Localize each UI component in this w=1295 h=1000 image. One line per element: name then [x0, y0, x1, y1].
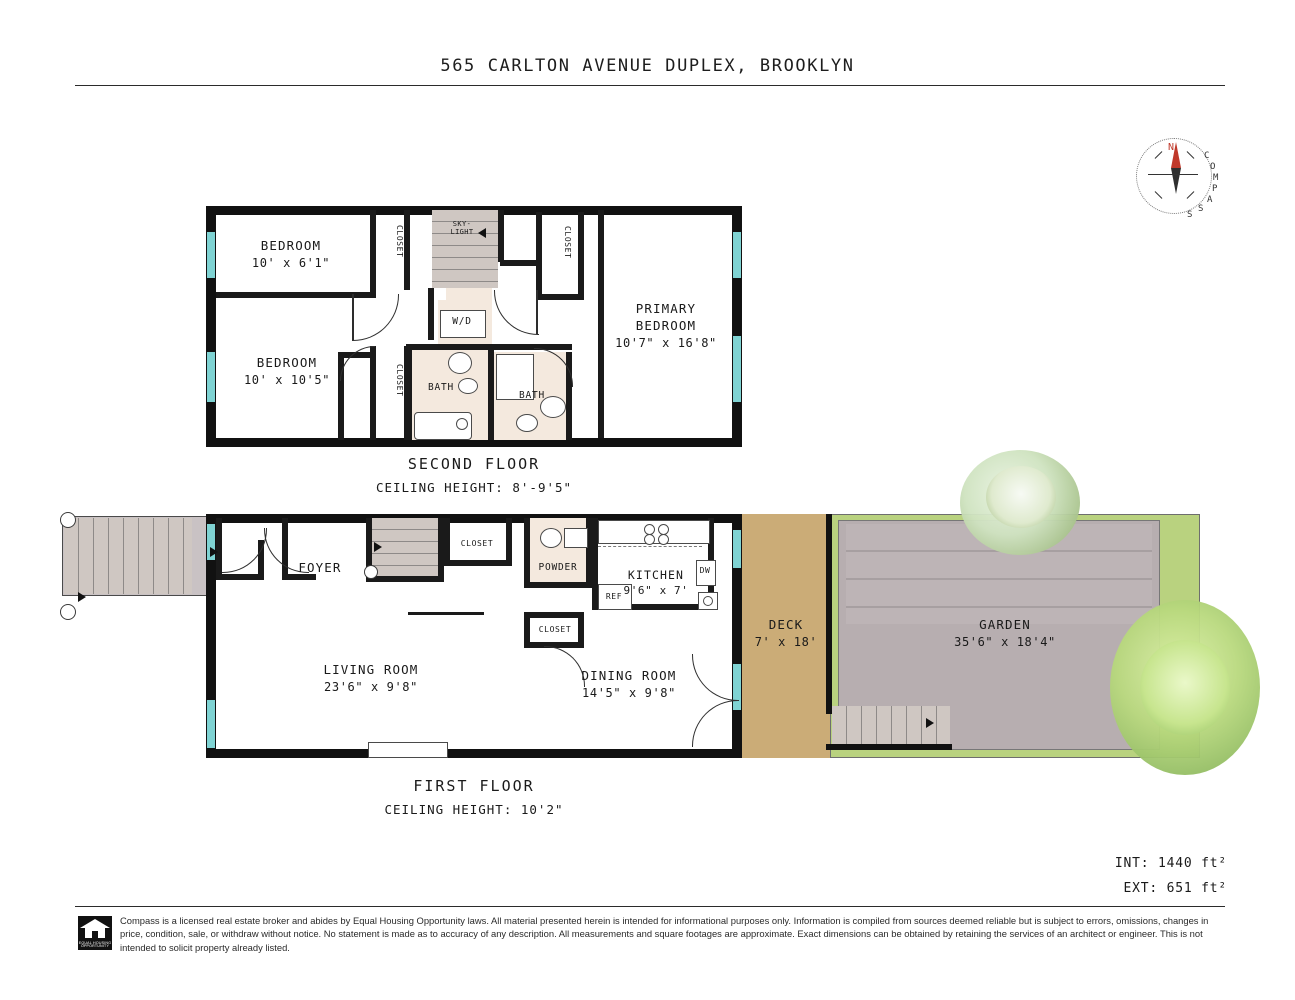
compass-letter-o: O [1210, 162, 1216, 172]
compass-letter-s2: S [1187, 210, 1193, 220]
room-bedroom-1: BEDROOM 10' x 6'1" [251, 238, 331, 270]
burner-3 [644, 534, 655, 545]
burner-4 [658, 534, 669, 545]
compass-north-label: N [1168, 142, 1175, 153]
skylight-label: SKY- LIGHT [450, 220, 474, 237]
sink-powder [564, 528, 588, 548]
footer-divider [75, 906, 1225, 907]
garden-steps-arrow [926, 718, 934, 728]
stoop-rail-post-bottom [60, 604, 76, 620]
window-right-2 [733, 336, 741, 402]
window-left-1 [207, 232, 215, 278]
room-foyer: FOYER [298, 560, 342, 575]
bath-label-1: BATH [427, 382, 455, 393]
compass-letter-c: C [1204, 151, 1210, 161]
window-first-left-2 [207, 700, 215, 748]
room-living: LIVING ROOM 23'6" x 9'8" [323, 662, 419, 694]
powder-wall-bottom [524, 582, 592, 588]
window-left-2 [207, 352, 215, 402]
interior-area: INT: 1440 ft² [1114, 856, 1227, 871]
area-summary [1115, 852, 1227, 901]
sink-bath2 [516, 414, 538, 432]
partition-stair-right [498, 210, 504, 262]
closet-label-e: CLOSET [538, 625, 572, 634]
entry-direction-arrow [210, 547, 218, 557]
stoop-rail-post-top [60, 512, 76, 528]
room-kitchen: KITCHEN 9'6" x 7' [623, 568, 689, 597]
compass-letter-s1: S [1198, 204, 1204, 214]
closet-d-bottom [444, 560, 510, 566]
tree-front-highlight [1140, 640, 1230, 735]
front-steps [64, 518, 192, 594]
living-dining-threshold [408, 612, 484, 615]
room-dining: DINING ROOM 14'5" x 9'8" [581, 668, 677, 700]
room-deck: DECK 7' x 18' [754, 617, 818, 649]
closet-label-a: CLOSET [395, 225, 404, 258]
partition-hall-left [428, 288, 434, 340]
title-divider [75, 85, 1225, 86]
stoop-direction-arrow [78, 592, 86, 602]
garden-step-edge [826, 744, 952, 750]
second-floor-caption: SECOND FLOOR CEILING HEIGHT: 8'-9'5" [375, 455, 573, 495]
dw-label: DW [699, 566, 711, 575]
room-garden: GARDEN 35'6" x 18'4" [954, 617, 1056, 649]
partition-closet-a-left [370, 210, 376, 296]
equal-housing-opportunity-icon [78, 916, 112, 950]
tree-back-highlight [986, 466, 1056, 528]
sink-basin [703, 596, 713, 606]
closet-label-d: CLOSET [460, 539, 494, 548]
stair-up-arrow [374, 542, 382, 552]
partition-stair-bottom [500, 260, 538, 266]
stair-wall-bottom [366, 576, 444, 582]
stair-direction-arrow [478, 228, 486, 238]
closet-label-b: CLOSET [395, 364, 404, 397]
window-first-right-1 [733, 530, 741, 568]
deck-garden-divider [826, 514, 832, 714]
compass-rose [1118, 120, 1228, 230]
window-right-1 [733, 232, 741, 278]
ref-label: REF [605, 592, 623, 601]
compass-letter-m: M [1213, 173, 1219, 183]
wall-bottom-first [206, 749, 742, 758]
toilet-bath1 [448, 352, 472, 374]
toilet-powder [540, 528, 562, 548]
closet-d-right [506, 518, 512, 566]
powder-label: POWDER [538, 562, 578, 573]
partition-bath-between [488, 344, 494, 440]
room-bedroom-2: BEDROOM 10' x 10'5" [243, 355, 331, 387]
tub-drain [456, 418, 468, 430]
fireplace-hearth [368, 742, 448, 758]
room-primary-bedroom: PRIMARY BEDROOM 10'7" x 16'8" [615, 301, 717, 350]
partition-closet-a-right [404, 210, 410, 290]
exterior-area: EXT: 651 ft² [1123, 880, 1227, 896]
closet-label-c: CLOSET [563, 226, 572, 259]
eho-logo-caption: EQUAL HOUSING OPPORTUNITY [78, 941, 112, 950]
page-title: 565 CARLTON AVENUE DUPLEX, BROOKLYN [440, 56, 855, 76]
compass-needle-south [1171, 168, 1181, 194]
compass-letter-p: P [1212, 184, 1218, 194]
partition-closet-c-bottom [536, 294, 584, 300]
partition-closet-c-left [536, 212, 542, 300]
first-floor-caption: FIRST FLOOR CEILING HEIGHT: 10'2" [384, 777, 564, 817]
wd-label: W/D [452, 316, 472, 327]
bath-label-2: BATH [518, 390, 546, 401]
hall-floor [446, 288, 492, 304]
vestibule-wall-bottom [216, 574, 262, 580]
compass-letter-a: A [1207, 195, 1213, 205]
powder-wall-left [524, 518, 530, 588]
partition-closet-c-right [578, 212, 584, 300]
partition-closet-b-right [404, 346, 410, 440]
closet-e-top [524, 612, 584, 618]
disclaimer-text: Compass is a licensed real estate broker and abides by Equal Housing Opportunity laws. All material presented herein is intended for informational purposes only. Information is compiled from sources deemed reliable but is subject to errors, omissions, changes in price, condition, sale, or withdraw without notice. No statement is made as to accuracy of any description. All measurements and square footages are approximate. Exact dimensions can be obtained by retaining the services of an architect or engineer. This is not intended to solicit property already listed. [120, 915, 1209, 953]
